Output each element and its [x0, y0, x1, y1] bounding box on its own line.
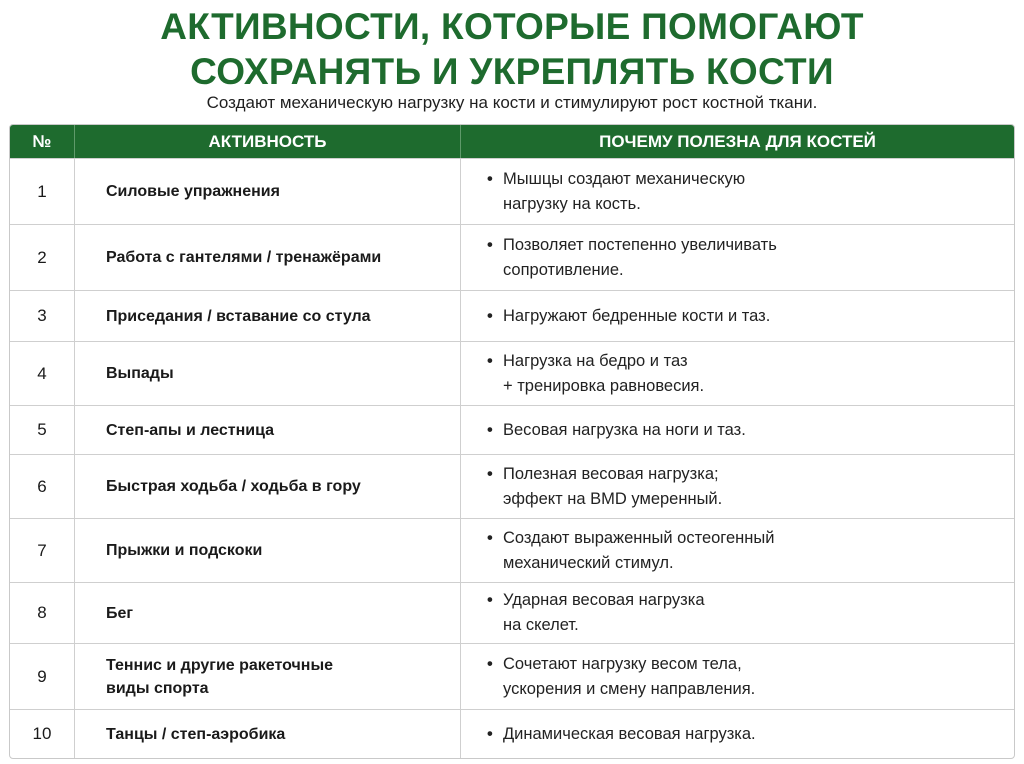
table-row: [10, 454, 1014, 518]
benefit-text: + тренировка равновесия.: [503, 376, 705, 395]
activity-text: Работа с гантелями / тренажёрами: [106, 249, 382, 266]
bullet-icon: •: [487, 528, 493, 547]
benefit-text: нагрузку на кость.: [503, 194, 641, 213]
benefit-text: Весовая нагрузка на ноги и таз.: [503, 420, 746, 439]
activity-cell: [75, 644, 461, 709]
bullet-icon: •: [487, 235, 493, 254]
benefit-text: Ударная весовая нагрузка: [503, 591, 705, 609]
row-number: 2: [10, 225, 75, 290]
bullet-icon: •: [487, 654, 493, 673]
activity-cell: [75, 159, 461, 224]
bullet-icon: •: [487, 420, 493, 439]
benefit-text: Позволяет постепенно увеличивать: [503, 235, 777, 254]
benefit-text: Полезная весовая нагрузка;: [503, 464, 719, 483]
activity-cell: [75, 710, 461, 758]
table-row: [10, 518, 1014, 582]
row-number: 10: [10, 710, 75, 758]
bullet-icon: •: [487, 464, 493, 483]
benefit-text: ускорения и смену направления.: [503, 679, 756, 698]
bullet-icon: •: [487, 351, 493, 370]
activity-cell: [75, 342, 461, 405]
header-num: №: [10, 125, 75, 158]
table-row: [10, 341, 1014, 405]
row-number: 6: [10, 455, 75, 518]
activity-cell: [75, 291, 461, 341]
benefit-cell: [461, 406, 1014, 454]
activity-text: Танцы / степ-аэробика: [106, 725, 286, 743]
benefit-cell: [461, 583, 1014, 643]
table-row: [10, 290, 1014, 341]
page-subtitle: Создают механическую нагрузку на кости и стимулируют рост костной ткани.: [206, 93, 818, 112]
row-number: 8: [10, 583, 75, 643]
benefit-cell: [461, 291, 1014, 341]
activity-text: Степ-апы и лестница: [106, 421, 275, 439]
benefit-text: Сочетают нагрузку весом тела,: [503, 654, 742, 673]
activity-cell: [75, 225, 461, 290]
bullet-icon: •: [487, 724, 493, 743]
benefit-text: эффект на BMD умеренный.: [503, 489, 723, 508]
table-body: [10, 158, 1014, 758]
benefit-text: Динамическая весовая нагрузка.: [503, 724, 756, 743]
table-row: [10, 643, 1014, 709]
benefit-text: Нагружают бедренные кости и таз.: [503, 306, 771, 325]
activity-text: Выпады: [106, 365, 174, 382]
title-line-2: СОХРАНЯТЬ И УКРЕПЛЯТЬ КОСТИ: [190, 51, 834, 92]
row-number: 7: [10, 519, 75, 582]
activity-text: виды спорта: [106, 679, 209, 697]
row-number: 4: [10, 342, 75, 405]
benefit-cell: [461, 644, 1014, 709]
row-number: 1: [10, 159, 75, 224]
activity-text: Быстрая ходьба / ходьба в гору: [106, 478, 361, 495]
bullet-icon: •: [487, 169, 493, 188]
table-header: [10, 125, 1014, 158]
row-number: 3: [10, 291, 75, 341]
header-activity: АКТИВНОСТЬ: [75, 125, 461, 158]
row-number: 9: [10, 644, 75, 709]
benefit-text: сопротивление.: [503, 260, 624, 279]
row-number: 5: [10, 406, 75, 454]
table-row: [10, 709, 1014, 758]
benefit-text: на скелет.: [503, 616, 579, 634]
header-why: ПОЧЕМУ ПОЛЕЗНА ДЛЯ КОСТЕЙ: [599, 131, 876, 151]
bullet-icon: •: [487, 306, 493, 325]
activity-cell: [75, 519, 461, 582]
activity-cell: [75, 406, 461, 454]
table-row: [10, 224, 1014, 290]
benefit-cell: [461, 710, 1014, 758]
table-row: [10, 582, 1014, 643]
bullet-icon: •: [487, 591, 493, 609]
table-row: [10, 158, 1014, 224]
benefit-cell: [461, 519, 1014, 582]
activity-text: Теннис и другие ракеточные: [106, 656, 334, 674]
activity-text: Силовые упражнения: [106, 183, 280, 200]
benefit-text: механический стимул.: [503, 553, 674, 572]
activity-cell: [75, 455, 461, 518]
page-title: [0, 4, 1024, 94]
benefit-text: Нагрузка на бедро и таз: [503, 351, 688, 370]
benefit-cell: [461, 159, 1014, 224]
benefit-cell: [461, 455, 1014, 518]
table-row: [10, 405, 1014, 454]
benefit-text: Мышцы создают механическую: [503, 169, 746, 188]
activities-table: [9, 124, 1015, 759]
activity-text: Бег: [106, 604, 134, 622]
title-line-1: АКТИВНОСТИ, КОТОРЫЕ ПОМОГАЮТ: [160, 6, 864, 47]
activity-text: Прыжки и подскоки: [106, 542, 263, 559]
activity-cell: [75, 583, 461, 643]
activity-text: Приседания / вставание со стула: [106, 307, 371, 325]
benefit-cell: [461, 342, 1014, 405]
benefit-cell: [461, 225, 1014, 290]
benefit-text: Создают выраженный остеогенный: [503, 528, 775, 547]
